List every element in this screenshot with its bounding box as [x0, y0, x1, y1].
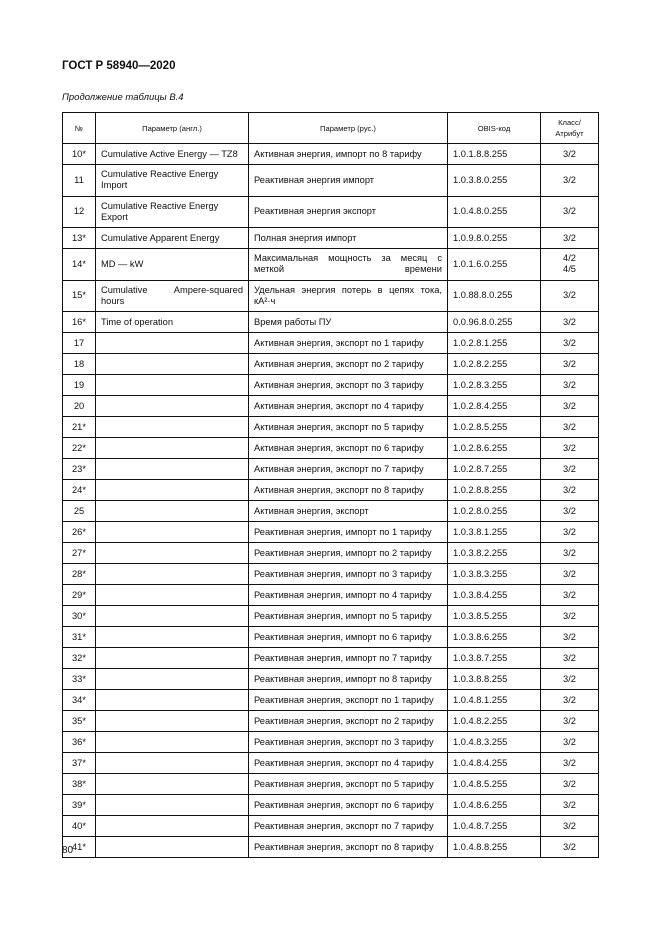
table-row — [63, 501, 599, 522]
cell-class: 3/2 — [541, 459, 599, 480]
cell-param-ru: Реактивная энергия экспорт — [249, 196, 448, 228]
cell-class: 4/2 4/5 — [541, 249, 599, 281]
cell-class: 3/2 — [541, 648, 599, 669]
cell-number: 35* — [63, 711, 96, 732]
cell-param-ru: Реактивная энергия, экспорт по 7 тарифу — [249, 816, 448, 837]
cell-obis: 0.0.96.8.0.255 — [448, 312, 541, 333]
cell-obis: 1.0.2.8.8.255 — [448, 480, 541, 501]
cell-obis: 1.0.3.8.0.255 — [448, 165, 541, 197]
cell-number: 34* — [63, 690, 96, 711]
cell-number: 32* — [63, 648, 96, 669]
cell-param-en: MD — kW — [96, 249, 249, 281]
cell-param-ru: Реактивная энергия, импорт по 1 тарифу — [249, 522, 448, 543]
cell-param-en — [96, 564, 249, 585]
cell-param-ru: Активная энергия, экспорт по 7 тарифу — [249, 459, 448, 480]
cell-param-en: Time of operation — [96, 312, 249, 333]
cell-number: 40* — [63, 816, 96, 837]
cell-param-ru: Активная энергия, экспорт — [249, 501, 448, 522]
cell-param-ru: Активная энергия, экспорт по 1 тарифу — [249, 333, 448, 354]
cell-param-en — [96, 585, 249, 606]
cell-param-en — [96, 375, 249, 396]
cell-param-ru: Реактивная энергия, экспорт по 4 тарифу — [249, 753, 448, 774]
cell-class: 3/2 — [541, 438, 599, 459]
cell-number: 31* — [63, 627, 96, 648]
cell-param-ru: Реактивная энергия, экспорт по 6 тарифу — [249, 795, 448, 816]
table-row — [63, 732, 599, 753]
cell-number: 33* — [63, 669, 96, 690]
column-header-param-en: Параметр (англ.) — [96, 113, 249, 144]
table-row — [63, 564, 599, 585]
cell-class: 3/2 — [541, 165, 599, 197]
cell-number: 20 — [63, 396, 96, 417]
cell-class: 3/2 — [541, 312, 599, 333]
cell-class: 3/2 — [541, 816, 599, 837]
table-row — [63, 165, 599, 197]
cell-param-ru: Реактивная энергия, импорт по 8 тарифу — [249, 669, 448, 690]
cell-number: 37* — [63, 753, 96, 774]
cell-number: 13* — [63, 228, 96, 249]
table-row — [63, 312, 599, 333]
cell-param-en — [96, 627, 249, 648]
cell-class: 3/2 — [541, 606, 599, 627]
cell-number: 15* — [63, 280, 96, 312]
cell-class: 3/2 — [541, 280, 599, 312]
cell-param-en: Cumulative Active Energy — TZ8 — [96, 144, 249, 165]
cell-param-en — [96, 774, 249, 795]
table-row — [63, 459, 599, 480]
cell-obis: 1.0.4.8.4.255 — [448, 753, 541, 774]
cell-param-ru: Максимальная мощность за месяц с меткой времени — [249, 249, 448, 281]
cell-param-en — [96, 690, 249, 711]
cell-number: 27* — [63, 543, 96, 564]
cell-obis: 1.0.2.8.1.255 — [448, 333, 541, 354]
cell-param-ru: Реактивная энергия, импорт по 6 тарифу — [249, 627, 448, 648]
cell-class: 3/2 — [541, 543, 599, 564]
table-row — [63, 627, 599, 648]
table-row — [63, 606, 599, 627]
cell-class: 3/2 — [541, 732, 599, 753]
column-header-class: Класс/ Атрибут — [541, 113, 599, 144]
cell-param-en — [96, 753, 249, 774]
cell-param-en — [96, 417, 249, 438]
cell-number: 10* — [63, 144, 96, 165]
cell-param-ru: Реактивная энергия, импорт по 7 тарифу — [249, 648, 448, 669]
table-row — [63, 144, 599, 165]
column-header-number: № — [63, 113, 96, 144]
cell-class: 3/2 — [541, 585, 599, 606]
cell-number: 17 — [63, 333, 96, 354]
cell-param-ru: Реактивная энергия, импорт по 4 тарифу — [249, 585, 448, 606]
table-caption: Продолжение таблицы В.4 — [62, 92, 184, 103]
cell-number: 16* — [63, 312, 96, 333]
cell-obis: 1.0.3.8.6.255 — [448, 627, 541, 648]
cell-param-ru: Активная энергия, импорт по 8 тарифу — [249, 144, 448, 165]
cell-obis: 1.0.1.8.8.255 — [448, 144, 541, 165]
cell-number: 18 — [63, 354, 96, 375]
cell-param-en: Cumulative Ampere-squared hours — [96, 280, 249, 312]
cell-number: 12 — [63, 196, 96, 228]
cell-number: 21* — [63, 417, 96, 438]
table-row — [63, 480, 599, 501]
cell-obis: 1.0.2.8.7.255 — [448, 459, 541, 480]
cell-param-en — [96, 396, 249, 417]
cell-obis: 1.0.3.8.2.255 — [448, 543, 541, 564]
table-row — [63, 648, 599, 669]
table-row — [63, 354, 599, 375]
cell-obis: 1.0.2.8.5.255 — [448, 417, 541, 438]
cell-class: 3/2 — [541, 774, 599, 795]
cell-obis: 1.0.4.8.3.255 — [448, 732, 541, 753]
column-header-param-ru: Параметр (рус.) — [249, 113, 448, 144]
cell-param-en — [96, 459, 249, 480]
cell-obis: 1.0.3.8.7.255 — [448, 648, 541, 669]
cell-obis: 1.0.4.8.6.255 — [448, 795, 541, 816]
cell-obis: 1.0.4.8.2.255 — [448, 711, 541, 732]
cell-param-ru: Реактивная энергия, импорт по 2 тарифу — [249, 543, 448, 564]
cell-param-en — [96, 732, 249, 753]
cell-number: 38* — [63, 774, 96, 795]
cell-number: 24* — [63, 480, 96, 501]
table-row — [63, 837, 599, 858]
cell-param-ru: Реактивная энергия, импорт по 3 тарифу — [249, 564, 448, 585]
table-row — [63, 438, 599, 459]
cell-obis: 1.0.4.8.8.255 — [448, 837, 541, 858]
cell-param-ru: Реактивная энергия, импорт по 5 тарифу — [249, 606, 448, 627]
cell-class: 3/2 — [541, 354, 599, 375]
cell-class: 3/2 — [541, 522, 599, 543]
cell-param-ru: Реактивная энергия, экспорт по 2 тарифу — [249, 711, 448, 732]
cell-class: 3/2 — [541, 396, 599, 417]
table-row — [63, 249, 599, 281]
cell-param-en — [96, 648, 249, 669]
cell-number: 22* — [63, 438, 96, 459]
cell-obis: 1.0.3.8.4.255 — [448, 585, 541, 606]
cell-obis: 1.0.4.8.0.255 — [448, 196, 541, 228]
cell-obis: 1.0.4.8.1.255 — [448, 690, 541, 711]
cell-obis: 1.0.3.8.1.255 — [448, 522, 541, 543]
cell-param-en — [96, 711, 249, 732]
cell-param-en — [96, 501, 249, 522]
cell-param-ru: Реактивная энергия, экспорт по 3 тарифу — [249, 732, 448, 753]
table-row — [63, 333, 599, 354]
cell-param-ru: Активная энергия, экспорт по 3 тарифу — [249, 375, 448, 396]
cell-param-ru: Реактивная энергия импорт — [249, 165, 448, 197]
cell-class: 3/2 — [541, 690, 599, 711]
table-row — [63, 585, 599, 606]
cell-param-en: Cumulative Apparent Energy — [96, 228, 249, 249]
cell-class: 3/2 — [541, 837, 599, 858]
cell-class: 3/2 — [541, 564, 599, 585]
table-row — [63, 228, 599, 249]
cell-obis: 1.0.4.8.7.255 — [448, 816, 541, 837]
cell-param-en — [96, 816, 249, 837]
cell-param-en — [96, 333, 249, 354]
cell-class: 3/2 — [541, 627, 599, 648]
cell-param-ru: Полная энергия импорт — [249, 228, 448, 249]
cell-obis: 1.0.3.8.5.255 — [448, 606, 541, 627]
cell-obis: 1.0.2.8.2.255 — [448, 354, 541, 375]
cell-obis: 1.0.2.8.0.255 — [448, 501, 541, 522]
cell-param-en — [96, 522, 249, 543]
cell-obis: 1.0.2.8.3.255 — [448, 375, 541, 396]
cell-class: 3/2 — [541, 228, 599, 249]
cell-number: 41* — [63, 837, 96, 858]
cell-param-en — [96, 669, 249, 690]
table-row — [63, 711, 599, 732]
cell-obis: 1.0.2.8.6.255 — [448, 438, 541, 459]
cell-param-ru: Активная энергия, экспорт по 2 тарифу — [249, 354, 448, 375]
cell-class: 3/2 — [541, 480, 599, 501]
cell-number: 14* — [63, 249, 96, 281]
cell-param-en — [96, 543, 249, 564]
cell-obis: 1.0.1.6.0.255 — [448, 249, 541, 281]
cell-number: 11 — [63, 165, 96, 197]
cell-param-en — [96, 795, 249, 816]
cell-number: 19 — [63, 375, 96, 396]
cell-class: 3/2 — [541, 501, 599, 522]
cell-number: 28* — [63, 564, 96, 585]
cell-class: 3/2 — [541, 375, 599, 396]
cell-class: 3/2 — [541, 196, 599, 228]
cell-class: 3/2 — [541, 144, 599, 165]
table-row — [63, 375, 599, 396]
cell-param-en — [96, 480, 249, 501]
cell-param-ru: Активная энергия, экспорт по 8 тарифу — [249, 480, 448, 501]
cell-param-ru: Активная энергия, экспорт по 6 тарифу — [249, 438, 448, 459]
cell-number: 30* — [63, 606, 96, 627]
table-row — [63, 196, 599, 228]
cell-class: 3/2 — [541, 795, 599, 816]
column-header-obis: OBIS-код — [448, 113, 541, 144]
cell-class: 3/2 — [541, 333, 599, 354]
cell-number: 29* — [63, 585, 96, 606]
cell-param-en — [96, 354, 249, 375]
table-row — [63, 690, 599, 711]
cell-param-ru: Активная энергия, экспорт по 4 тарифу — [249, 396, 448, 417]
cell-class: 3/2 — [541, 669, 599, 690]
table-row — [63, 774, 599, 795]
table-row — [63, 280, 599, 312]
table-row — [63, 396, 599, 417]
cell-param-ru: Активная энергия, экспорт по 5 тарифу — [249, 417, 448, 438]
cell-number: 25 — [63, 501, 96, 522]
cell-param-en: Cumulative Reactive Energy Export — [96, 196, 249, 228]
obis-table — [62, 112, 599, 858]
cell-param-en — [96, 837, 249, 858]
cell-obis: 1.0.3.8.8.255 — [448, 669, 541, 690]
table-row — [63, 417, 599, 438]
cell-param-ru: Время работы ПУ — [249, 312, 448, 333]
cell-number: 39* — [63, 795, 96, 816]
table-row — [63, 522, 599, 543]
cell-class: 3/2 — [541, 417, 599, 438]
cell-number: 36* — [63, 732, 96, 753]
table-row — [63, 795, 599, 816]
cell-class: 3/2 — [541, 711, 599, 732]
cell-number: 26* — [63, 522, 96, 543]
table-row — [63, 816, 599, 837]
cell-param-ru: Реактивная энергия, экспорт по 8 тарифу — [249, 837, 448, 858]
table-row — [63, 543, 599, 564]
table-row — [63, 669, 599, 690]
cell-obis: 1.0.9.8.0.255 — [448, 228, 541, 249]
cell-param-en — [96, 606, 249, 627]
table-header-row — [63, 113, 599, 144]
cell-obis: 1.0.4.8.5.255 — [448, 774, 541, 795]
cell-class: 3/2 — [541, 753, 599, 774]
cell-obis: 1.0.3.8.3.255 — [448, 564, 541, 585]
cell-param-en — [96, 438, 249, 459]
cell-param-en: Cumulative Reactive Energy Import — [96, 165, 249, 197]
page-number: 80 — [62, 845, 74, 856]
cell-param-ru: Реактивная энергия, экспорт по 5 тарифу — [249, 774, 448, 795]
cell-param-ru: Удельная энергия потерь в цепях тока, кА²·ч — [249, 280, 448, 312]
cell-obis: 1.0.88.8.0.255 — [448, 280, 541, 312]
document-title: ГОСТ Р 58940—2020 — [62, 60, 176, 72]
cell-obis: 1.0.2.8.4.255 — [448, 396, 541, 417]
cell-number: 23* — [63, 459, 96, 480]
cell-param-ru: Реактивная энергия, экспорт по 1 тарифу — [249, 690, 448, 711]
table-row — [63, 753, 599, 774]
